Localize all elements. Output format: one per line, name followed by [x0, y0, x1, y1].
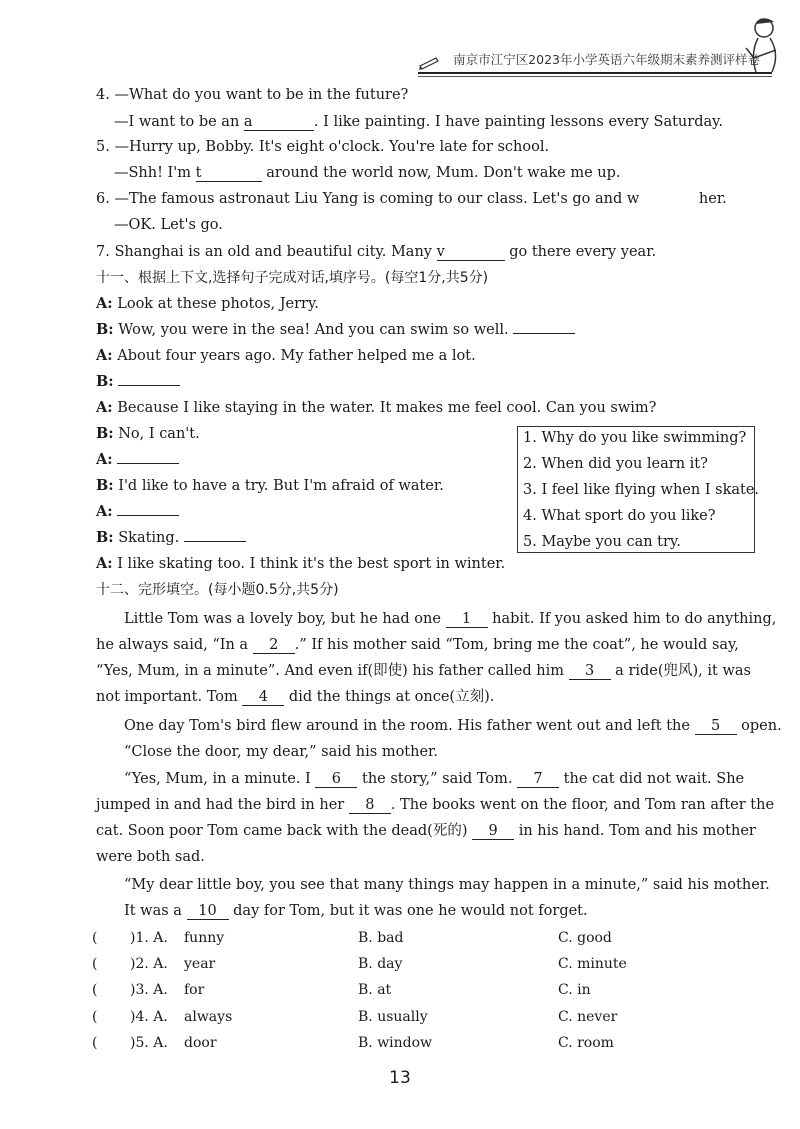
passage-line: not important. Tom 4 did the things at once(立刻). [96, 689, 495, 705]
answer-paren[interactable]: ( [92, 1035, 98, 1051]
cloze-blank[interactable]: 5 [695, 718, 737, 735]
passage-line: “My dear little boy, you see that many things may happen in a minute,” said his mother. [124, 877, 770, 893]
option-item: 3. I feel like flying when I skate. [523, 482, 760, 498]
cloze-blank[interactable]: 4 [242, 689, 284, 706]
answer-paren[interactable]: ( [92, 930, 98, 946]
section12-title: 十二、完形填空。(每小题0.5分,共5分) [96, 582, 339, 598]
option-item: 2. When did you learn it? [523, 456, 708, 472]
q5-question: 5. —Hurry up, Bobby. It's eight o'clock. You're late for school. [96, 139, 550, 155]
dialogue-line: A: Look at these photos, Jerry. [96, 295, 319, 312]
cloze-blank[interactable]: 3 [569, 663, 611, 680]
answer-paren[interactable]: ( [92, 982, 98, 998]
cloze-blank[interactable]: 10 [187, 903, 229, 920]
cloze-blank[interactable]: 8 [349, 797, 391, 814]
header-rule [418, 72, 772, 74]
choice-c: C. never [558, 1009, 618, 1025]
choice-b: B. day [358, 956, 403, 972]
q6-blank[interactable]: w [626, 191, 640, 207]
choice-c: C. good [558, 930, 612, 946]
dialogue-line: A: I like skating too. I think it's the best sport in winter. [96, 555, 506, 572]
passage-line: he always said, “In a 2 .” If his mother said “Tom, bring me the coat”, he would say, [96, 637, 739, 653]
passage-line: It was a 10 day for Tom, but it was one he would not forget. [124, 903, 588, 919]
dialogue-blank[interactable] [117, 515, 179, 516]
choice-a: funny [184, 930, 225, 946]
choice-b: B. at [358, 982, 392, 998]
q6-answer: —OK. Let's go. [114, 217, 223, 233]
choice-a: always [184, 1009, 233, 1025]
q5-answer: —Shh! I'm t around the world now, Mum. Don't wake me up. [114, 165, 621, 181]
worksheet-page: 南京市江宁区2023年小学英语六年级期末素养测评样卷 4. —What do you want to be in the future? —I want to be an a . I like painting. I have painting lessons every Saturday. 5. —Hurry up, Bobby. It's eight o'clock. You're late for school. —Shh! I'm t around the world now, Mum. Don't wake me up. 6. —The famous astronaut Liu Yang is coming to our class. Let's go and w her. —OK. Let's go. 7. Shanghai is an old and beautiful city. Many v go there every year. 十一、根据上下文,选择句子完成对话,填序号。(每空1分,共5分) A: Look at these photos, Jerry. B: Wow, you were in the sea! And you can swim so well. A: About four years ago. My father helped me a lot. B: A: Because I like staying in the water. It makes me feel cool. Can you swim? B: No, I can't. A: B: I'd like to have a try. But I'm afraid of water. A: B: Skating. A: I like skating too. I think it's the best sport in winter. 1. Why do you like swimming? 2. When did you learn it? 3. I feel like flying when I skate. 4. What sport do you like? 5. Maybe you can try. 十二、完形填空。(每小题0.5分,共5分) Little Tom was a lovely boy, but he had one 1 habit. If you asked him to do anything, he always said, “In a 2 .” If his mother said “Tom, bring me the coat”, he would say, “Yes, Mum, in a minute”. And even if(即使) his father called him 3 a ride(兜风), it was not important. Tom 4 did the things at once(立刻). One day Tom's bird flew around in the room. His father went out and left the 5 open. “Close the door, my dear,” said his mother. “Yes, Mum, in a minute. I 6 the story,” said Tom. 7 the cat did not wait. She jumped in and had the bird in her 8 . The books went on the floor, and Tom ran after the cat. Soon poor Tom came back with the dead(死的) 9 in his hand. Tom and his mother were both sad. “My dear little boy, you see that many things may happen in a minute,” said his mother. It was a 10 day for Tom, but it was one he would not forget. ( )1. A. funny B. bad C. good ( )2. A. year B. day C. minute ( )3. A. for B. at C. in ( )4. A. always B. usually C. never ( )5. A. door B. window C. room 13 [0, 0, 800, 1129]
option-item: 1. Why do you like swimming? [523, 430, 747, 446]
dialogue-line: A: Because I like staying in the water. It makes me feel cool. Can you swim? [96, 399, 657, 416]
cloze-blank[interactable]: 9 [472, 823, 514, 840]
choice-b: B. bad [358, 930, 404, 946]
dialogue-line: B: Wow, you were in the sea! And you can swim so well. [96, 320, 575, 340]
dialogue-line: B: [96, 372, 180, 392]
choice-b: B. usually [358, 1009, 428, 1025]
cloze-blank[interactable]: 1 [446, 611, 488, 628]
q7-question: 7. Shanghai is an old and beautiful city. Many v go there every year. [96, 244, 657, 260]
cloze-blank[interactable]: 2 [253, 637, 295, 654]
passage-line: were both sad. [96, 849, 205, 865]
dialogue-line: B: No, I can't. [96, 425, 200, 442]
passage-line: cat. Soon poor Tom came back with the dead(死的) 9 in his hand. Tom and his mother [96, 823, 756, 839]
choice-a: for [184, 982, 205, 998]
passage-line: Little Tom was a lovely boy, but he had one 1 habit. If you asked him to do anything, [124, 611, 777, 627]
page-number: 13 [389, 1068, 411, 1088]
dialogue-blank[interactable] [118, 385, 180, 386]
q4-blank[interactable]: a [244, 114, 314, 131]
cloze-blank[interactable]: 7 [517, 771, 559, 788]
header-title: 南京市江宁区2023年小学英语六年级期末素养测评样卷 [453, 52, 760, 67]
answer-paren[interactable]: ( [92, 1009, 98, 1025]
answer-paren[interactable]: ( [92, 956, 98, 972]
choice-c: C. minute [558, 956, 627, 972]
section11-title: 十一、根据上下文,选择句子完成对话,填序号。(每空1分,共5分) [96, 270, 489, 286]
dialogue-line: A: About four years ago. My father helped me a lot. [96, 347, 476, 364]
dialogue-line: B: I'd like to have a try. But I'm afraid of water. [96, 477, 444, 494]
q5-blank[interactable]: t [196, 165, 262, 182]
passage-line: One day Tom's bird flew around in the room. His father went out and left the 5 open. [124, 718, 782, 734]
passage-line: “Close the door, my dear,” said his mother. [124, 744, 439, 760]
option-item: 4. What sport do you like? [523, 508, 716, 524]
dialogue-blank[interactable] [184, 541, 246, 542]
passage-line: “Yes, Mum, in a minute. I 6 the story,” said Tom. 7 the cat did not wait. She [124, 771, 745, 787]
dialogue-line: B: Skating. [96, 528, 246, 548]
q4-question: 4. —What do you want to be in the future? [96, 87, 409, 103]
choice-b: B. window [358, 1035, 433, 1051]
header-rule-thin [418, 76, 772, 77]
q6-question: 6. —The famous astronaut Liu Yang is coming to our class. Let's go and w her. [96, 191, 727, 207]
q4-answer: —I want to be an a . I like painting. I have painting lessons every Saturday. [114, 114, 724, 130]
q7-blank[interactable]: v [437, 244, 505, 261]
dialogue-line: A: [96, 450, 179, 470]
choice-c: C. in [558, 982, 591, 998]
passage-line: jumped in and had the bird in her 8 . The books went on the floor, and Tom ran after the [96, 797, 775, 813]
choice-c: C. room [558, 1035, 614, 1051]
choice-a: year [184, 956, 216, 972]
dialogue-blank[interactable] [117, 463, 179, 464]
dialogue-line: A: [96, 502, 179, 522]
dialogue-blank[interactable] [513, 333, 575, 334]
cloze-blank[interactable]: 6 [315, 771, 357, 788]
passage-line: “Yes, Mum, in a minute”. And even if(即使) his father called him 3 a ride(兜风), it was [96, 663, 751, 679]
option-item: 5. Maybe you can try. [523, 534, 681, 550]
choice-a: door [184, 1035, 217, 1051]
